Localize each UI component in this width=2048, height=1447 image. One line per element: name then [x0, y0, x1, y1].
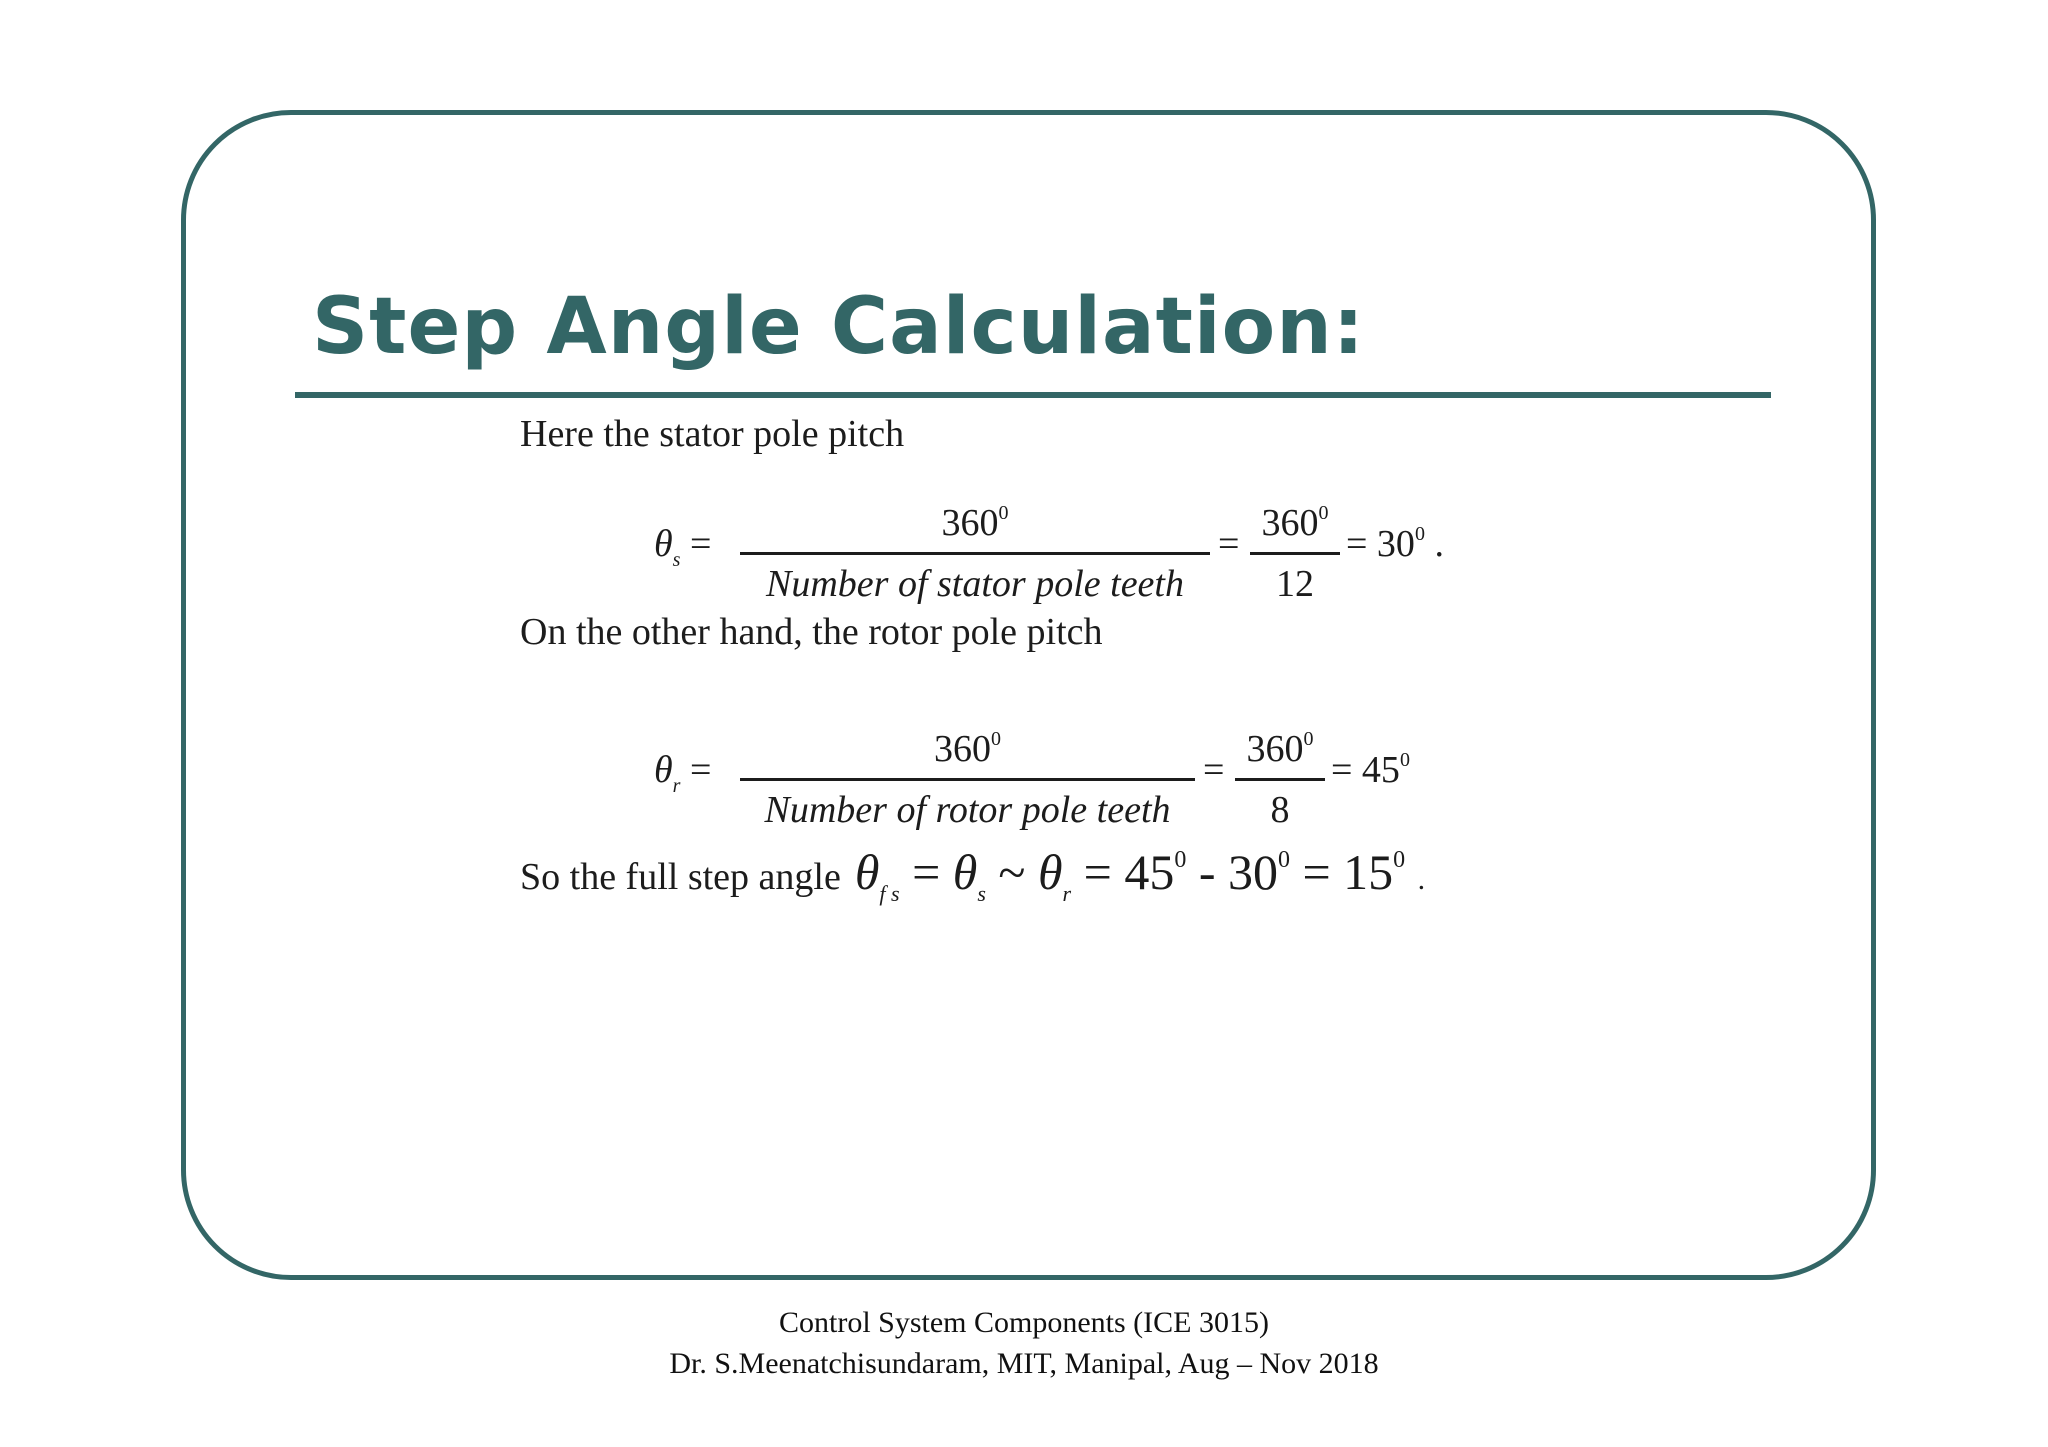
stator-fraction-1: $360^0$ Number of stator pole teeth	[740, 490, 1210, 607]
footer-author: Dr. S.Meenatchisundaram, MIT, Manipal, Aug – Nov 2018	[669, 1347, 1379, 1380]
stator-result: = $30^0$ .	[1346, 523, 1444, 565]
stator-fraction-2: $360^0$ 12	[1250, 490, 1340, 607]
stator-lhs: $\theta_s$ =	[654, 523, 712, 571]
rotor-result: = $45^0$	[1331, 749, 1410, 791]
rotor-fraction-2: $360^0$ 8	[1235, 716, 1325, 833]
rotor-lhs: $\theta_r$ =	[654, 749, 712, 797]
footer-course: Control System Components (ICE 3015)	[779, 1306, 1269, 1339]
full-step-line: So the full step angle $\theta_{f s} = \theta_s$ ~ $\theta_r = 45^0 - 30^0 = 15^0$ .	[520, 844, 1426, 906]
full-step-expression: $\theta_{f s} = \theta_s$ ~ $\theta_r = 45^0 - 30^0 = 15^0$ .	[854, 844, 1426, 906]
rotor-fraction-1: $360^0$ Number of rotor pole teeth	[740, 716, 1195, 833]
stator-intro-text: Here the stator pole pitch	[520, 413, 905, 455]
title-underline	[295, 392, 1771, 398]
rotor-intro-text: On the other hand, the rotor pole pitch	[520, 611, 1103, 653]
slide-title: Step Angle Calculation:	[312, 282, 1365, 372]
